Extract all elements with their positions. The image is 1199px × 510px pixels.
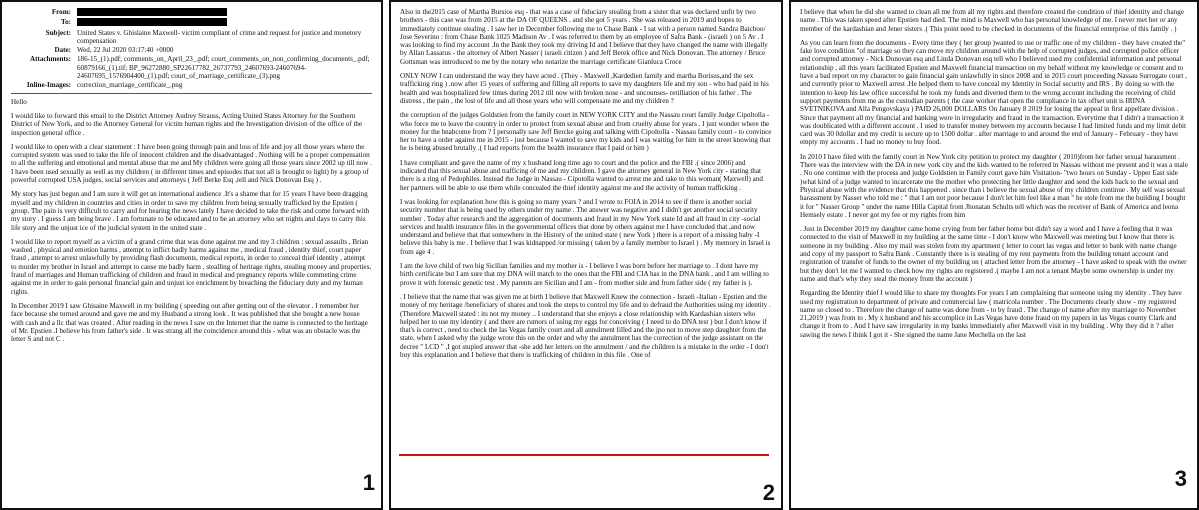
paragraph: I was looking for explanation how this is going so many years ? and I wrote to FOIA in 2014 to see if there is another social security number that is being used by others under my name . The answer was negative and I didn't get another social security number . Today after research and the aggregation of documents and fraud in my New York state Id and all fraud in city -social services and health insurance files in the governmental offices that done by others against me I have concluded that ,and now understand and believe that that somewhere in the History of the united state ( new York ) there is a report of a missing baby -I believe this baby is me . I believe that I was kidnapped /or missing ( taken by a family member to Israel ) . My memory in Israel is from age 4 . xyxy=(400,197,771,256)
header-value xyxy=(77,18,372,27)
header-row xyxy=(11,46,372,54)
header-value: United States v. Ghislaine Maxwell- victim compliant of crime and request for justice and monetory compensation xyxy=(77,28,362,45)
redaction-bar xyxy=(77,8,227,16)
header-row xyxy=(11,29,372,46)
paragraph: . Just in December 2019 my daughter came home crying from her father home but didn't say a word and I have a feeling that it was connected to the visit of Maxwell in my building at the same time - I don't know who Maxwell was meeting but I know that there is someone in my building . Also my mail was stolen from my apartment ( letter to court las vegas and letter to bank with name change and copy of my passport to Safra Bank . Constantly there is is stealing of my rent payments from the building tenant account /and registration of transfer of funds to the owner of my building on ( attached letter from the attorney - I have asked to speak with the owner but they don't let me I wanted to check how my rights are registered .( maybe I am not a tenant Maybe some ownership is under my name and that's why they steal the money from the account ) xyxy=(800,225,1187,283)
paragraph: In 2010 I have filed with the family court in New York city petition to protect my daughter ( 2010)from her father sexual harassment . There was the interview with the DA in new york city and the kids wanted to be referred in Nassau without me present and it was a male . No one continue with the process and judge Goldstien in Family court gave him Visitation- "two hours on Sunday - Upper East side )what kind of a judge wanted to incarcerate me the mother who protecting her little daughter and send the kids back to the sexual and Physical abuse with the evidence that this happened . since than i believe the sexual abuse of my children continue . My self was sexual harassment by Nasser who told me : " that I am not poor because I don't let him feel like a man " he stole from me the building I bought it for " Nasser Group " under the name Hilla Capital from Jhonatan Schults tell which was the receiver of Bank of America and leona Hemsely estate . I never got my fee or my rights from him xyxy=(800,152,1188,219)
document-page-2 xyxy=(389,0,783,510)
email-header xyxy=(11,8,372,90)
paragraph: . I believe that the name that was given me at birth I believe that Maxwell Knew the connection - Israeli -Italian - Epstien and the money of my heritage /beneficiary of shares and took the steps to control my life and to defraud the Authorities using my identity . (Therefore Maxwell stated : its not my money .. I understand that she enjoys a close relationship with Kardashian sisters who helped her to use my identity ( and there are rumors of using my eggs for conceiving ( I need to do DNA test ) but I don't know if that's is correct , need to check the las Vegas family court and all annulment filled and the jpo not to move step daughter from the state, when I asked why the judge wrote this on the order and why the annulment has the correction of the judge assistant on the decree " LCD " ,I got stupied answer that -she add her letters on the annulment / and the children is a mistake in the order - I don't buy this explanation and I believe that there is trafficking of children in this file . One of xyxy=(400,292,771,359)
header-label: To: xyxy=(61,18,71,27)
header-value: 186-15_(1).pdf; comments_on_April_23_.pdf; court_comments_on_non_confirming_documents_.pdf; 60879166_(1).tif; BP_96272880_SP22617782_26737793_24607693-24607694-24607695_1576904400_(1).pdf; court_of_marriage_certificate_(3).png xyxy=(77,55,370,81)
paragraph: I would like to report myself as a victim of a grand crime that was done against me and my 3 children : sexual assaults , Brian washed , physical and emotion harms , attempt to inflict badly harms against me , medical fraud , identity thief, court paper fraud , attempt to arrest unlawfully by providing flash documents, medical reports, in order to conceal thief identity , attempt to murder my brother in Israel and attempt to cause me badly harm , stealling of heritage rights, stealing money and properties, fraud of marriages and Human trafficking of children and fraud in medical and pregnancy reports while commeting crime against me in order to gain personal financial gain and unjust ice enrichment by breaching the fiduciary duty and my human rights. xyxy=(11,237,372,296)
red-underline-annotation xyxy=(399,454,769,456)
document-page-1 xyxy=(0,0,383,510)
header-label: From: xyxy=(51,8,71,16)
paragraph: Hello xyxy=(11,97,27,106)
paragraph: Regarding the Identity thief I would like to share my thoughts For years I am complaining that someone using my identity . They have used my registration to department of private and commercial law ( matricola number . The Documents clearly show - my registered name so closed to . Therefore the change of name was done from - to by fraud . The change of name after my marriage to November 21,2019 ) was from to . My x husband and his accomplice in Las Vegas have done fraud on my papers in las Vegas county Clark and change it from to . And I have saw irregularity in my banks immediately after Maxwell visit in my building . Why they did it ? after sawing the news I think I got it - She signed the name Jane Mechella on the last xyxy=(800,289,1182,339)
redaction-bar xyxy=(77,18,227,26)
paragraph: In December 2019 I saw Ghisaine Maxwell in my building ( speeding out after getting out of the elevator . I remember her face because she turned around and gave me and my Husband a strong look . It was published that she bought a new house with cash and a llc that was created . After reading in the news I saw on the Internet that the name is connected to the heritage of Mr. Epstien .I believe his from father's side . It was strang all the coincidence around this - what was an obstacle was the letter S and not C . xyxy=(11,301,368,344)
header-value: correction_marriage_certificate_.png xyxy=(77,81,183,90)
header-row xyxy=(11,18,372,27)
paragraph: I would like to forward this email to the District Attorney Audrey Strauss, Acting United States Attorney for the Southern District of New York, and to the Attorney General for victim human rights and the Investigation division of the office of the inspection general office . xyxy=(11,111,363,137)
header-label: Date: xyxy=(54,46,71,55)
email-body xyxy=(11,98,372,344)
paragraph: As you can learn from the documents - Every time they ( her group )wanted to use or traffic one of my children - they have created the" fake love condition "of marriage so they can move my children around with the help of corrupted judges, and corrupted police officer and corrupted attorney - Nick Donovan esq and Linda Donovan esq tell who I believed used my confidential information and personal relationship , all this years facilitated Epstien and Maxwell financial transaction on my behalf without my knowledge or consent and to have a bad report on my character to gain financial gain unlawfully in since 2008 and in 2015 court proceeding Nassau Surrogate court , and currently prior to Maxwell arrest .He helped them to have conceal my Identity in Social security and IRS . By doing so with the intention to keep his law office successful he took my funds and diverted them to the wrong account including the receiving of child support payments from me as the custodian parents ( the case worker that open the compliance in tax offset unit is IRINA SVETNIKOVA and Alla Pengovskaya ) PAID 26,000 DOLLARS On January 8 2019 for losing the appeal in first appellate division . Since that payment all my financial and banking were in irregularity and fraud in the transaction. Everytime that I didn't a transaction it was doublicated with a different account . I used to transfer money between my accounts because I had limited funds and my limit debit card was 30 0dollar and my credit is secure up to 1500 dollar . after marriage to and around the end of January - February - they have empty my accounts . I had no money to buy food. xyxy=(800,38,1187,147)
header-row xyxy=(11,81,372,89)
page-body xyxy=(791,2,1197,339)
paragraph: I would like to open with a clear statement : I have been going through pain and loss of life and joy all those years where the corrupted system was used to take the life of innocent children and the disadvantaged . Nothing will be a proper compensation to all the suffering and emotional and mental abuse that me and My children were going all those years since 2002 up till now . I have been used sexually as well as my children ( in different times and episodes that not all is brought to light) by a group of powerful corrupted USA judges, social services and attorneys ( Jeff Berke Esq ,tell and Nick Donovan Esq ) . xyxy=(11,142,372,185)
header-row xyxy=(11,8,372,17)
paragraph: My story has just begun and I am sure it will get an international audience .It's a shame that for 15 years I have been dragging myself and my children in countries and cities in order to save my children from being sexually trafficked by the Epstien ( group. The pain is very difficult to carry and for hearing the news lately I have decided to take the risk and come forward with my story . I guess I am being brave . I am fortunate to be educated and to be an attorney who set nights and days to carry this life story and the unjust ice of the judicial system in the united state . xyxy=(11,190,370,232)
page-number: 3 xyxy=(1174,466,1187,491)
paragraph: I am the love child of two big Sicilian families and my mother is - I believe I was born before her marriage to . I dont have my birth certificate but I am sure that my DNA will match to the ones that the FBI and CIA has in the DNA bank , and I am willing to prove it with forensic genetic test . My parents are Sicilian and I am - from mother side and from father side ( my father is ). xyxy=(400,262,769,287)
paragraph: Also in the2015 case of Martha Bursios esq - that was a case of fiduciary stealing from a sister that was declared unfit by two brothers - this case was from 2015 at the DA OF QUEENS . and she got 5 years . She was released in 2019 and hopes to immediately continue stealing . I saw her in December following me to Chase Bank - I sat with a person named Sandra Baichoo/ Jose Severino : from Chase Bank 1025 Madison Av . I was referred to them by an employee of Safra Bank - (israeli ) on 5 Av . I was looking to find my account .In the Bank they took my driving Id and I believe that they have changed the name with illegally by Allan Lassarus - the attorney of Albert Nasser ( israeli citizen ) and Jeff Berek office and Nick Donovan. The attorney / Bruce Gottsman was introduced to me by the notary who notarize the marriage certificate Gianluca Croce xyxy=(400,8,768,66)
page-number: 1 xyxy=(362,470,375,495)
paragraph: I have compliant and gave the name of my x husband long time ago to court and the police and the FBI .( since 2006) and indicated that this sexual abuse and trafficing of me and my children. I gave the attorney general in New York city - stating that there is a ring of Pedophiles. Instead the Judge in Nassau - Cipotolla wanted to arrest me and take to this woman( Maxwell) and her partners will be able to use them while concealed the thief identity against me and the activity of human trafficking . xyxy=(400,158,763,192)
header-label: Attachments: xyxy=(30,55,71,64)
page-body xyxy=(391,2,781,359)
paragraph: I believe that when he did she wanted to clean all me from all my rights and therefore created the condition of thief identity and change name . This was taken speed after Epstien had died. The mind is Maxwell who has personal knowledge of me. I never met her or any member of the kardashian and Jener sisters .( This point need to be checked in documents of the financial enterprise of this family . ) xyxy=(800,8,1184,33)
paragraph: ONLY NOW I can understand the way they have acted . (They - Maxwell ,Kardedien family and martha Borisus,and the sex trafficking ring ) .now after 15 years of suffering and filling all reports to save my daughters life and my son - who had paid in his health and was hospitalized few times during 2012 till now with broken nose - and uncounses- retilliation of his father . The distress , the pain , the lost of life and all those years who will compensate me and my children ? xyxy=(400,72,769,105)
header-divider xyxy=(11,93,372,94)
page-number: 2 xyxy=(762,480,775,505)
header-row xyxy=(11,55,372,80)
document-page-3 xyxy=(789,0,1199,510)
header-label: Subject: xyxy=(45,28,71,37)
header-label: Inline-Images: xyxy=(26,81,71,90)
header-value: Wed, 22 Jul 2020 03:17:40 +0000 xyxy=(77,46,174,55)
paragraph: the corruption of the judges Goldstien from the family court in NEW YORK CITY and the Nassau court family Judge Cipoltolla - who force me to leave the country in order to protect from sexual abuse and from cruelty abuse for years . I just wonder where the money for the bnabcome from ? I personally saw Jeff Bercke going and talking with Cipoltolla - Nassau family court - to convince her to have a order against me in 2015 - just because I wanted to save my kids and I was waiting for him in the street knowing that he is being abused brutally .( I had reports from the health insurance that I paid or him ) xyxy=(400,111,772,153)
header-value xyxy=(77,8,372,17)
